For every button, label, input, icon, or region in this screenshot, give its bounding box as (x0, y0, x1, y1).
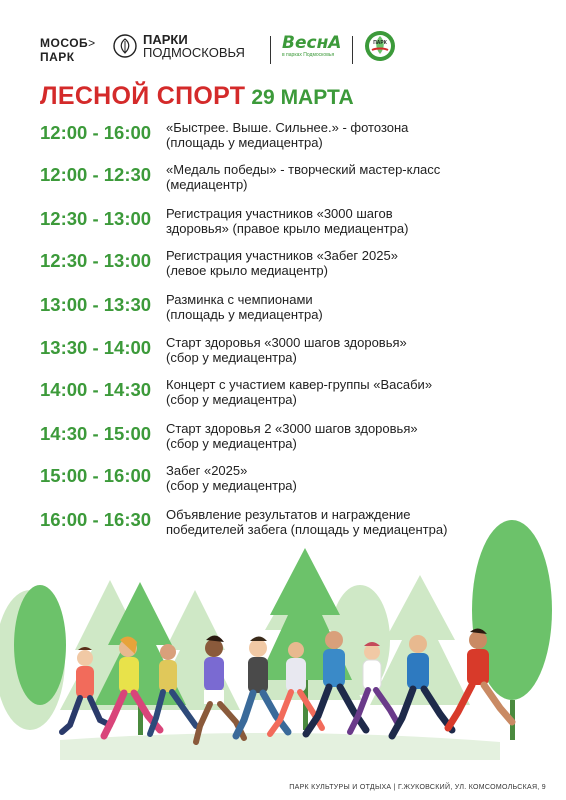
schedule-description (166, 463, 536, 493)
schedule-line1: Объявление результатов и награждение (166, 507, 411, 522)
schedule-description (166, 377, 536, 407)
schedule-line1: «Медаль победы» - творческий мастер-класс (166, 162, 441, 177)
schedule-time: 16:00 - 16:30 (40, 509, 152, 530)
mosobpark-logo (40, 36, 96, 64)
title-date: 29 МАРТА (251, 86, 354, 109)
mosob-logo-text-2: ПАРК (40, 50, 75, 64)
schedule-line2: (сбор у медиацентра) (166, 478, 297, 493)
schedule-line1: Регистрация участников «Забег 2025» (166, 248, 398, 263)
schedule-time: 13:30 - 14:00 (40, 337, 152, 358)
schedule-line1: Старт здоровья «3000 шагов здоровья» (166, 335, 407, 350)
schedule-description (166, 292, 536, 322)
schedule-description (166, 421, 536, 451)
header-divider-2 (352, 36, 353, 64)
mosob-logo-arrow: > (88, 36, 96, 50)
page-title (40, 82, 354, 112)
schedule-time: 12:30 - 13:00 (40, 208, 152, 229)
schedule-line1: Регистрация участников «3000 шагов (166, 206, 393, 221)
schedule-line2: (сбор у медиацентра) (166, 392, 297, 407)
vesna-logo (282, 34, 342, 64)
schedule-line2: (площадь у медиацентра) (166, 135, 323, 150)
schedule-description (166, 335, 536, 365)
schedule-line1: Разминка с чемпионами (166, 292, 313, 307)
schedule-time: 14:30 - 15:00 (40, 423, 152, 444)
schedule-description (166, 248, 536, 278)
schedule-time: 12:00 - 12:30 (40, 164, 152, 185)
header (0, 0, 566, 80)
schedule-line2: здоровья» (правое крыло медиацентра) (166, 221, 409, 236)
title-main: ЛЕСНОЙ СПОРТ (40, 82, 246, 110)
vesna-logo-subtitle: в парках Подмосковья (282, 52, 335, 58)
schedule-line1: «Быстрее. Выше. Сильнее.» - фотозона (166, 120, 409, 135)
runners-illustration (0, 520, 566, 782)
schedule-line2: (левое крыло медиацентр) (166, 263, 328, 278)
schedule-description (166, 162, 536, 192)
leaf-circle-icon (113, 34, 137, 58)
parki-logo-line1: ПАРКИ (143, 32, 188, 47)
mosob-logo-text: МОСОБ (40, 36, 89, 50)
schedule-line2: (медиацентр) (166, 177, 248, 192)
schedule-time: 15:00 - 16:00 (40, 465, 152, 486)
footer (0, 782, 566, 800)
schedule-line2: победителей забега (площадь у медиацентра) (166, 522, 448, 537)
ground (60, 733, 500, 760)
schedule-description (166, 120, 536, 150)
schedule-time: 13:00 - 13:30 (40, 294, 152, 315)
schedule-line1: Забег «2025» (166, 463, 248, 478)
schedule-line2: (сбор у медиацентра) (166, 350, 297, 365)
vesna-logo-title: ВеснА (282, 33, 342, 53)
park-badge-text: ПАРК (373, 40, 387, 46)
parki-logo-line2: ПОДМОСКОВЬЯ (143, 45, 245, 60)
schedule-line1: Концерт с участием кавер-группы «Васаби» (166, 377, 433, 392)
schedule-time: 14:00 - 14:30 (40, 379, 152, 400)
schedule-line2: (сбор у медиацентра) (166, 436, 297, 451)
park-badge-logo (364, 30, 396, 62)
schedule-line2: (площадь у медиацентра) (166, 307, 323, 322)
schedule-time: 12:00 - 16:00 (40, 122, 152, 143)
header-divider (270, 36, 271, 64)
schedule-description (166, 206, 536, 236)
parki-podmoskovya-logo (113, 33, 245, 59)
footer-address: ПАРК КУЛЬТУРЫ И ОТДЫХА | Г.ЖУКОВСКИЙ, УЛ. КОМСОМОЛЬСКАЯ, 9 (289, 784, 546, 791)
schedule-line1: Старт здоровья 2 «3000 шагов здоровья» (166, 421, 418, 436)
schedule-time: 12:30 - 13:00 (40, 250, 152, 271)
background-trees (0, 560, 470, 730)
